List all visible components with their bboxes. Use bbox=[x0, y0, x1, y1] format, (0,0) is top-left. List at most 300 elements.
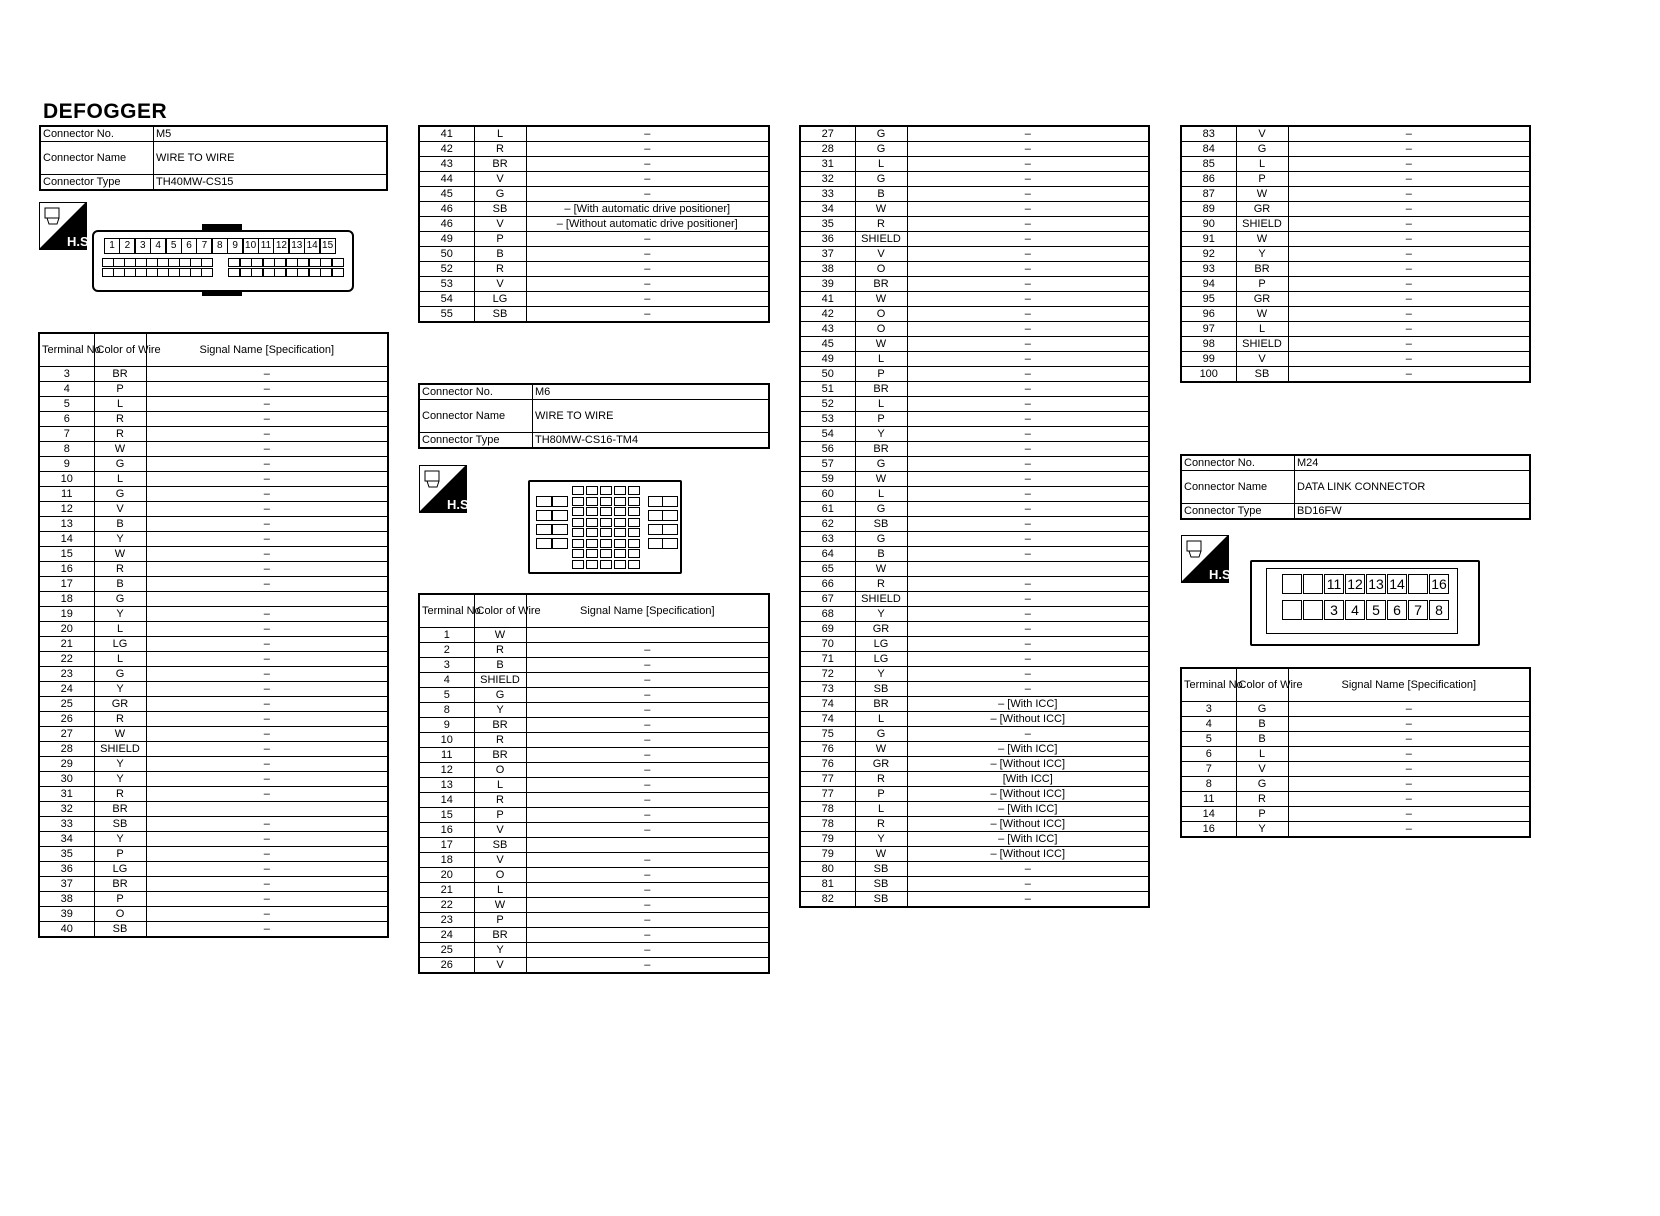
table-row bbox=[39, 532, 388, 547]
terminal-no: 32 bbox=[39, 802, 94, 817]
signal-name: – bbox=[907, 126, 1149, 142]
wire-color: P bbox=[855, 367, 907, 382]
connector-pin bbox=[201, 268, 213, 277]
signal-name bbox=[526, 838, 769, 853]
wire-color: G bbox=[94, 667, 146, 682]
terminal-no: 42 bbox=[800, 307, 855, 322]
col-color-of-wire: Color of Wire bbox=[1236, 668, 1288, 702]
table-row bbox=[419, 217, 769, 232]
table-row bbox=[1181, 126, 1530, 142]
terminal-no: 31 bbox=[39, 787, 94, 802]
terminal-no: 55 bbox=[419, 307, 474, 323]
terminal-no: 8 bbox=[419, 703, 474, 718]
signal-name: – [Without ICC] bbox=[907, 712, 1149, 727]
table-row bbox=[39, 772, 388, 787]
table-row bbox=[800, 832, 1149, 847]
table-row bbox=[800, 277, 1149, 292]
connector-pin bbox=[628, 560, 640, 569]
connector-pin bbox=[332, 258, 344, 267]
table-row bbox=[800, 892, 1149, 908]
wire-color: B bbox=[855, 547, 907, 562]
wire-color: P bbox=[474, 808, 526, 823]
wire-color: Y bbox=[474, 703, 526, 718]
signal-name: – bbox=[146, 682, 388, 697]
terminal-no: 51 bbox=[800, 382, 855, 397]
table-row bbox=[1181, 807, 1530, 822]
table-row bbox=[39, 667, 388, 682]
signal-name: – bbox=[907, 457, 1149, 472]
connector-pin bbox=[1408, 574, 1428, 594]
terminal-no: 20 bbox=[39, 622, 94, 637]
wire-color: W bbox=[94, 442, 146, 457]
wire-color: O bbox=[94, 907, 146, 922]
terminal-no: 92 bbox=[1181, 247, 1236, 262]
signal-name: – bbox=[526, 943, 769, 958]
wire-color: V bbox=[1236, 126, 1288, 142]
m5-connector-type: TH40MW-CS15 bbox=[154, 175, 388, 191]
table-row bbox=[39, 592, 388, 607]
signal-name: – bbox=[146, 637, 388, 652]
signal-name: – bbox=[1288, 717, 1530, 732]
table-row bbox=[39, 847, 388, 862]
signal-name: – bbox=[146, 892, 388, 907]
label-connector-no: Connector No. bbox=[419, 384, 533, 400]
signal-name: – bbox=[526, 277, 769, 292]
table-row bbox=[800, 847, 1149, 862]
signal-name: – bbox=[526, 778, 769, 793]
signal-name: – bbox=[1288, 322, 1530, 337]
m6-connector-diagram bbox=[528, 480, 682, 574]
terminal-no: 4 bbox=[419, 673, 474, 688]
wire-color: P bbox=[1236, 277, 1288, 292]
m24-connector-type: BD16FW bbox=[1295, 504, 1531, 520]
connector-pin: 11 bbox=[1324, 574, 1344, 594]
wire-color: W bbox=[855, 292, 907, 307]
wire-color: W bbox=[855, 847, 907, 862]
m24-terminal-table bbox=[1180, 667, 1531, 838]
terminal-no: 21 bbox=[419, 883, 474, 898]
terminal-no: 49 bbox=[800, 352, 855, 367]
table-row bbox=[1181, 747, 1530, 762]
wire-color: SB bbox=[474, 202, 526, 217]
table-row bbox=[800, 322, 1149, 337]
terminal-no: 9 bbox=[39, 457, 94, 472]
terminal-no: 7 bbox=[1181, 762, 1236, 777]
col-terminal-no: Terminal No. bbox=[39, 333, 94, 367]
table-row bbox=[419, 823, 769, 838]
terminal-no: 65 bbox=[800, 562, 855, 577]
connector-pin bbox=[320, 268, 332, 277]
label-connector-type: Connector Type bbox=[40, 175, 154, 191]
wire-color: SB bbox=[855, 892, 907, 908]
table-row bbox=[800, 727, 1149, 742]
table-row bbox=[800, 517, 1149, 532]
terminal-no: 23 bbox=[39, 667, 94, 682]
table-row bbox=[419, 838, 769, 853]
terminal-no: 39 bbox=[800, 277, 855, 292]
connector-pin bbox=[201, 258, 213, 267]
wire-color: SHIELD bbox=[1236, 217, 1288, 232]
page-title: DEFOGGER bbox=[43, 100, 168, 123]
table-row bbox=[800, 142, 1149, 157]
terminal-no: 14 bbox=[1181, 807, 1236, 822]
wire-color: P bbox=[94, 382, 146, 397]
wire-color: L bbox=[855, 802, 907, 817]
terminal-no: 16 bbox=[419, 823, 474, 838]
m6-connector-info bbox=[418, 383, 770, 449]
signal-name: – bbox=[907, 247, 1149, 262]
terminal-no: 67 bbox=[800, 592, 855, 607]
signal-name: – bbox=[526, 703, 769, 718]
signal-name: – [With ICC] bbox=[907, 802, 1149, 817]
terminal-no: 36 bbox=[800, 232, 855, 247]
terminal-no: 39 bbox=[39, 907, 94, 922]
table-row bbox=[800, 126, 1149, 142]
table-row bbox=[419, 808, 769, 823]
connector-pin: 6 bbox=[181, 238, 197, 254]
connector-pin bbox=[600, 539, 612, 548]
signal-name: – bbox=[907, 172, 1149, 187]
wire-color: G bbox=[855, 457, 907, 472]
terminal-no: 12 bbox=[39, 502, 94, 517]
wire-color: Y bbox=[94, 772, 146, 787]
terminal-no: 66 bbox=[800, 577, 855, 592]
wire-color: B bbox=[94, 577, 146, 592]
terminal-no: 54 bbox=[800, 427, 855, 442]
connector-pin bbox=[614, 507, 626, 516]
wire-color: W bbox=[855, 472, 907, 487]
terminal-no: 64 bbox=[800, 547, 855, 562]
wire-color: SB bbox=[474, 838, 526, 853]
signal-name: – bbox=[146, 562, 388, 577]
table-row bbox=[800, 787, 1149, 802]
signal-name: – bbox=[907, 487, 1149, 502]
signal-name: – bbox=[146, 517, 388, 532]
signal-name: – bbox=[907, 187, 1149, 202]
table-row bbox=[1181, 322, 1530, 337]
terminal-no: 40 bbox=[39, 922, 94, 938]
m5-connector-no: M5 bbox=[154, 126, 388, 142]
signal-name: – bbox=[907, 337, 1149, 352]
table-row bbox=[39, 367, 388, 382]
m5-terminal-table bbox=[38, 332, 389, 938]
connector-pin: 10 bbox=[243, 238, 259, 254]
signal-name: – bbox=[907, 622, 1149, 637]
signal-name: – [Without ICC] bbox=[907, 757, 1149, 772]
table-row bbox=[39, 442, 388, 457]
signal-name: – bbox=[907, 472, 1149, 487]
signal-name: – bbox=[907, 502, 1149, 517]
connector-pin bbox=[614, 497, 626, 506]
m24-connector-no: M24 bbox=[1295, 455, 1531, 471]
connector-pin bbox=[1282, 600, 1302, 620]
wire-color: Y bbox=[94, 682, 146, 697]
signal-name: – [Without ICC] bbox=[907, 847, 1149, 862]
table-row bbox=[419, 688, 769, 703]
connector-pin bbox=[263, 268, 275, 277]
table-row bbox=[419, 172, 769, 187]
table-row bbox=[39, 712, 388, 727]
terminal-no: 20 bbox=[419, 868, 474, 883]
terminal-no: 42 bbox=[419, 142, 474, 157]
wire-color: G bbox=[855, 172, 907, 187]
wire-color: G bbox=[94, 592, 146, 607]
connector-pin bbox=[572, 507, 584, 516]
terminal-no: 35 bbox=[39, 847, 94, 862]
terminal-no: 50 bbox=[419, 247, 474, 262]
terminal-no: 37 bbox=[800, 247, 855, 262]
connector-pin bbox=[586, 560, 598, 569]
table-row bbox=[419, 943, 769, 958]
wire-color: L bbox=[94, 472, 146, 487]
terminal-no: 54 bbox=[419, 292, 474, 307]
wire-color: SHIELD bbox=[855, 232, 907, 247]
terminal-no: 22 bbox=[39, 652, 94, 667]
wire-color: L bbox=[94, 397, 146, 412]
connector-pin bbox=[552, 496, 568, 507]
m24-connector-diagram bbox=[1250, 560, 1480, 646]
wire-color: GR bbox=[855, 757, 907, 772]
table-row bbox=[39, 832, 388, 847]
signal-name: – bbox=[146, 697, 388, 712]
table-row bbox=[1181, 277, 1530, 292]
signal-name: – bbox=[526, 748, 769, 763]
wire-color: LG bbox=[94, 637, 146, 652]
terminal-no: 23 bbox=[419, 913, 474, 928]
connector-pin bbox=[536, 496, 552, 507]
connector-pin bbox=[572, 549, 584, 558]
table-row bbox=[1181, 367, 1530, 383]
terminal-no: 11 bbox=[1181, 792, 1236, 807]
wire-color: V bbox=[1236, 352, 1288, 367]
table-row bbox=[419, 703, 769, 718]
table-row bbox=[800, 307, 1149, 322]
connector-pin bbox=[572, 497, 584, 506]
signal-name: – bbox=[907, 307, 1149, 322]
terminal-no: 52 bbox=[419, 262, 474, 277]
col-color-of-wire: Color of Wire bbox=[94, 333, 146, 367]
terminal-no: 38 bbox=[800, 262, 855, 277]
table-row bbox=[800, 217, 1149, 232]
table-row bbox=[39, 922, 388, 938]
terminal-no: 12 bbox=[419, 763, 474, 778]
terminal-no: 45 bbox=[419, 187, 474, 202]
wire-color: G bbox=[474, 187, 526, 202]
table-row bbox=[800, 397, 1149, 412]
signal-name: – bbox=[907, 727, 1149, 742]
terminal-no: 38 bbox=[39, 892, 94, 907]
table-row bbox=[1181, 142, 1530, 157]
terminal-no: 68 bbox=[800, 607, 855, 622]
connector-pin bbox=[536, 524, 552, 535]
terminal-no: 3 bbox=[39, 367, 94, 382]
signal-name: – bbox=[907, 607, 1149, 622]
table-row bbox=[1181, 157, 1530, 172]
table-row bbox=[39, 817, 388, 832]
table-row bbox=[800, 157, 1149, 172]
terminal-no: 4 bbox=[39, 382, 94, 397]
label-connector-name: Connector Name bbox=[419, 400, 533, 433]
wire-color: Y bbox=[855, 667, 907, 682]
wire-color: W bbox=[855, 337, 907, 352]
wire-color: Y bbox=[94, 832, 146, 847]
wire-color: Y bbox=[855, 832, 907, 847]
wire-color: W bbox=[474, 898, 526, 913]
table-row bbox=[419, 928, 769, 943]
table-row bbox=[800, 292, 1149, 307]
wire-color: V bbox=[94, 502, 146, 517]
signal-name: – bbox=[526, 673, 769, 688]
terminal-no: 14 bbox=[419, 793, 474, 808]
wire-color: BR bbox=[474, 157, 526, 172]
connector-pin: 11 bbox=[258, 238, 274, 254]
signal-name: – bbox=[526, 868, 769, 883]
signal-name: – bbox=[146, 847, 388, 862]
col-signal-name: Signal Name [Specification] bbox=[146, 333, 388, 367]
signal-name: – bbox=[1288, 157, 1530, 172]
signal-name: – bbox=[907, 367, 1149, 382]
signal-name: – bbox=[146, 457, 388, 472]
terminal-no: 57 bbox=[800, 457, 855, 472]
terminal-no: 22 bbox=[419, 898, 474, 913]
connector-pin bbox=[662, 538, 678, 549]
signal-name: – bbox=[526, 853, 769, 868]
connector-pin bbox=[572, 560, 584, 569]
table-row bbox=[39, 787, 388, 802]
terminal-no: 73 bbox=[800, 682, 855, 697]
terminal-no: 34 bbox=[39, 832, 94, 847]
signal-name: – bbox=[146, 772, 388, 787]
signal-name: – bbox=[907, 157, 1149, 172]
terminal-no: 6 bbox=[39, 412, 94, 427]
wire-color: B bbox=[855, 187, 907, 202]
col-color-of-wire: Color of Wire bbox=[474, 594, 526, 628]
table-row bbox=[800, 532, 1149, 547]
terminal-no: 7 bbox=[39, 427, 94, 442]
wire-color: P bbox=[94, 847, 146, 862]
terminal-no: 30 bbox=[39, 772, 94, 787]
terminal-no: 2 bbox=[419, 643, 474, 658]
connector-pin bbox=[614, 539, 626, 548]
wire-color: O bbox=[855, 262, 907, 277]
col-terminal-no: Terminal No. bbox=[1181, 668, 1236, 702]
wire-color: L bbox=[94, 622, 146, 637]
signal-name: – bbox=[146, 907, 388, 922]
connector-pin: 8 bbox=[1429, 600, 1449, 620]
connector-pin bbox=[274, 258, 286, 267]
signal-name: – bbox=[146, 487, 388, 502]
connector-pin bbox=[600, 497, 612, 506]
wire-color: R bbox=[855, 577, 907, 592]
table-row bbox=[419, 778, 769, 793]
col-signal-name: Signal Name [Specification] bbox=[526, 594, 769, 628]
signal-name: – bbox=[907, 262, 1149, 277]
wire-color: P bbox=[1236, 807, 1288, 822]
wire-color: SHIELD bbox=[855, 592, 907, 607]
wire-color: SHIELD bbox=[1236, 337, 1288, 352]
signal-name: – bbox=[526, 958, 769, 974]
terminal-no: 91 bbox=[1181, 232, 1236, 247]
signal-name: – bbox=[1288, 126, 1530, 142]
table-row bbox=[419, 913, 769, 928]
connector-pin bbox=[572, 486, 584, 495]
signal-name: – bbox=[1288, 172, 1530, 187]
wire-color: O bbox=[474, 868, 526, 883]
connector-pin bbox=[628, 507, 640, 516]
table-row bbox=[419, 853, 769, 868]
signal-name: – bbox=[526, 126, 769, 142]
connector-pin: 7 bbox=[1408, 600, 1428, 620]
wire-color: L bbox=[1236, 322, 1288, 337]
signal-name: – bbox=[526, 232, 769, 247]
table-row bbox=[39, 757, 388, 772]
connector-pin: 12 bbox=[1345, 574, 1365, 594]
wire-color: LG bbox=[94, 862, 146, 877]
signal-name: – bbox=[907, 202, 1149, 217]
connector-pin bbox=[586, 497, 598, 506]
table-row bbox=[800, 457, 1149, 472]
signal-name: – [Without automatic drive positioner] bbox=[526, 217, 769, 232]
signal-name: – bbox=[146, 427, 388, 442]
connector-pin bbox=[1282, 574, 1302, 594]
wire-color: B bbox=[1236, 717, 1288, 732]
signal-name: – bbox=[526, 307, 769, 323]
table-row bbox=[800, 442, 1149, 457]
wire-color: L bbox=[474, 778, 526, 793]
signal-name: – bbox=[907, 637, 1149, 652]
connector-pin: 3 bbox=[1324, 600, 1344, 620]
table-row bbox=[39, 517, 388, 532]
signal-name: – bbox=[526, 658, 769, 673]
wire-color: V bbox=[1236, 762, 1288, 777]
connector-pin bbox=[286, 258, 298, 267]
signal-name: – bbox=[526, 142, 769, 157]
connector-pin bbox=[552, 538, 568, 549]
wire-color: Y bbox=[1236, 822, 1288, 838]
connector-pin bbox=[586, 549, 598, 558]
table-row bbox=[39, 802, 388, 817]
connector-pin: 2 bbox=[119, 238, 135, 254]
table-row bbox=[419, 187, 769, 202]
wire-color: P bbox=[1236, 172, 1288, 187]
terminal-no: 26 bbox=[39, 712, 94, 727]
table-row bbox=[1181, 307, 1530, 322]
signal-name: [With ICC] bbox=[907, 772, 1149, 787]
signal-name: – bbox=[907, 547, 1149, 562]
wire-color: V bbox=[855, 247, 907, 262]
hs-icon bbox=[1181, 535, 1235, 583]
wire-color: W bbox=[1236, 307, 1288, 322]
signal-name: – bbox=[907, 652, 1149, 667]
wire-color: L bbox=[855, 352, 907, 367]
m5-connector-name: WIRE TO WIRE bbox=[154, 142, 388, 175]
signal-name: – bbox=[146, 667, 388, 682]
connector-pin bbox=[1303, 600, 1323, 620]
wire-color: BR bbox=[474, 748, 526, 763]
wire-color: BR bbox=[94, 802, 146, 817]
terminal-no: 75 bbox=[800, 727, 855, 742]
signal-name: – bbox=[907, 592, 1149, 607]
connector-pin bbox=[320, 258, 332, 267]
connector-pin: 14 bbox=[1387, 574, 1407, 594]
signal-name: – bbox=[146, 742, 388, 757]
signal-name: – bbox=[907, 442, 1149, 457]
table-row bbox=[800, 427, 1149, 442]
table-row bbox=[39, 652, 388, 667]
terminal-no: 17 bbox=[419, 838, 474, 853]
connector-pin bbox=[614, 518, 626, 527]
table-row bbox=[1181, 262, 1530, 277]
